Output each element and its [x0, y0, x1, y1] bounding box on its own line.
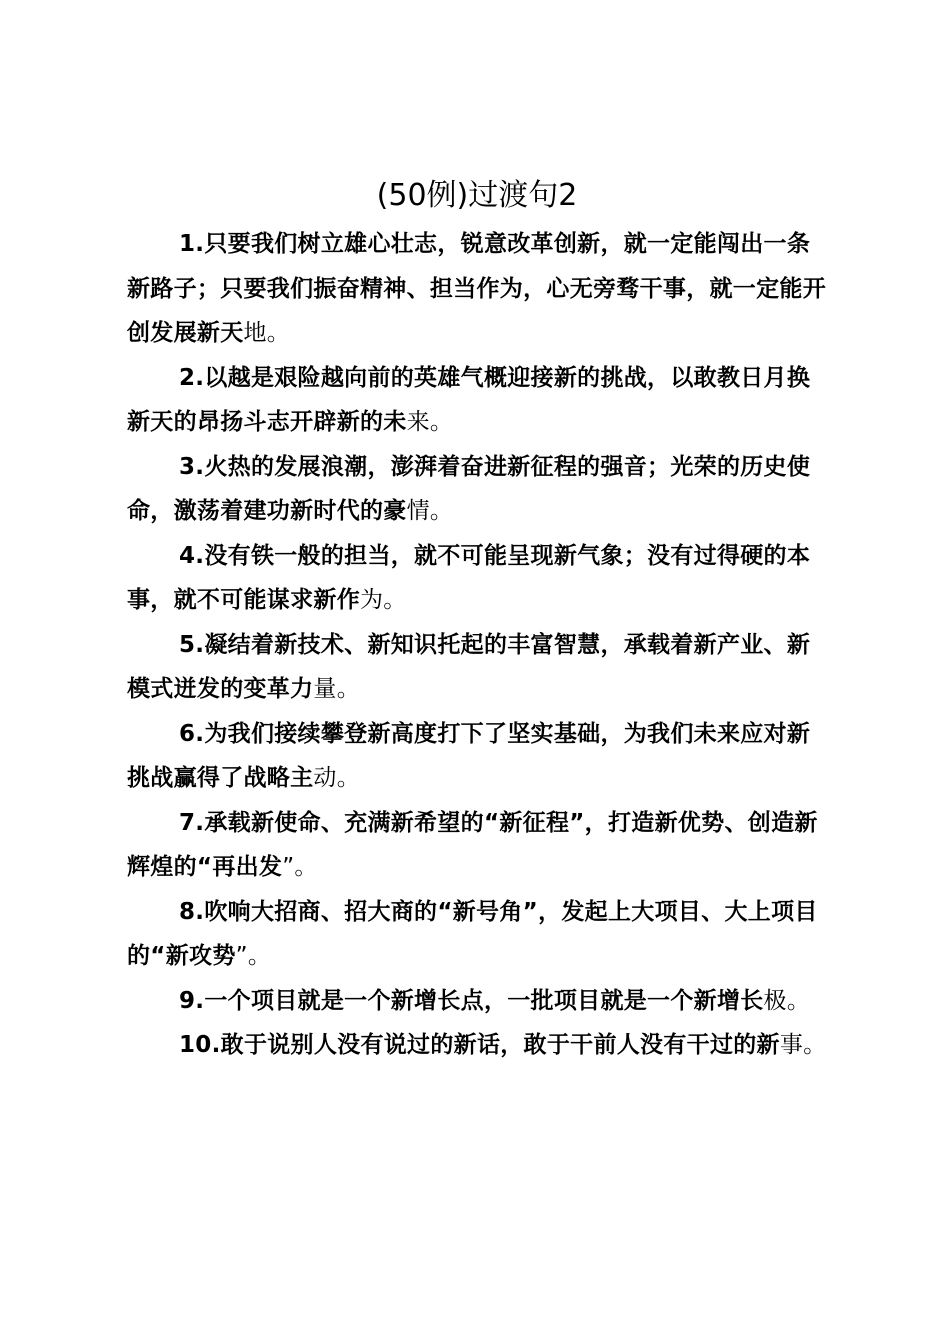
item-tail: 极。 [763, 987, 811, 1014]
list-item [127, 356, 827, 445]
item-number: 2. [179, 364, 205, 391]
item-text: 没有铁一般的担当，就不可能呈现新气象；没有过得硬的本事，就不可能谋求新作 [127, 542, 811, 613]
item-text: 为我们接续攀登新高度打下了坚实基础，为我们未来应对新挑战赢得了战略主 [127, 720, 811, 791]
list-item [127, 979, 827, 1024]
item-tail: 情。 [406, 498, 454, 524]
item-number: 4. [179, 542, 205, 569]
list-item [127, 890, 827, 979]
item-tail: 量。 [313, 676, 361, 702]
item-number: 3. [179, 453, 205, 480]
item-text: 一个项目就是一个新增长点，一批项目就是一个新增长 [204, 987, 764, 1014]
item-text: 以越是艰险越向前的英雄气概迎接新的挑战，以敢教日月换新天的昂扬斗志开辟新的未 [127, 364, 811, 435]
item-tail: ”。 [235, 943, 272, 969]
item-number: 9. [179, 987, 205, 1014]
list-item [127, 534, 827, 623]
list-item [127, 445, 827, 534]
item-number: 5. [179, 631, 205, 658]
item-tail: 事。 [779, 1032, 827, 1058]
list-item [127, 712, 827, 801]
item-text: 敢于说别人没有说过的新话，敢于干前人没有干过的新 [220, 1032, 780, 1058]
list-item [127, 1023, 827, 1068]
item-number: 10. [179, 1032, 221, 1058]
item-tail: 来。 [406, 409, 454, 435]
item-tail: 地。 [243, 320, 291, 346]
item-tail: 为。 [360, 587, 407, 613]
list-item [127, 623, 827, 712]
item-number: 8. [179, 898, 205, 925]
item-text: 吹响大招商、招大商的“新号角”，发起上大项目、大上项目的“新攻势 [127, 898, 818, 969]
item-text: 只要我们树立雄心壮志，锐意改革创新，就一定能闯出一条新路子；只要我们振奋精神、担当作为，心无旁骛干事，就一定能开创发展新天 [127, 231, 826, 346]
item-tail: 动。 [313, 765, 361, 791]
item-text: 火热的发展浪潮，澎湃着奋进新征程的强音；光荣的历史使命，激荡着建功新时代的豪 [127, 453, 811, 524]
document-title: (50例)过渡句2 [376, 178, 578, 213]
item-text: 承载新使命、充满新希望的“新征程”，打造新优势、创造新辉煌的“再出发 [127, 809, 818, 880]
document-page [127, 170, 827, 1068]
item-number: 6. [179, 720, 205, 747]
item-number: 1. [179, 231, 205, 257]
list-item [127, 222, 827, 356]
item-number: 7. [179, 809, 205, 836]
item-text: 凝结着新技术、新知识托起的丰富智慧，承载着新产业、新模式迸发的变革力 [127, 631, 811, 702]
list-item [127, 801, 827, 890]
item-tail: ”。 [282, 854, 318, 880]
